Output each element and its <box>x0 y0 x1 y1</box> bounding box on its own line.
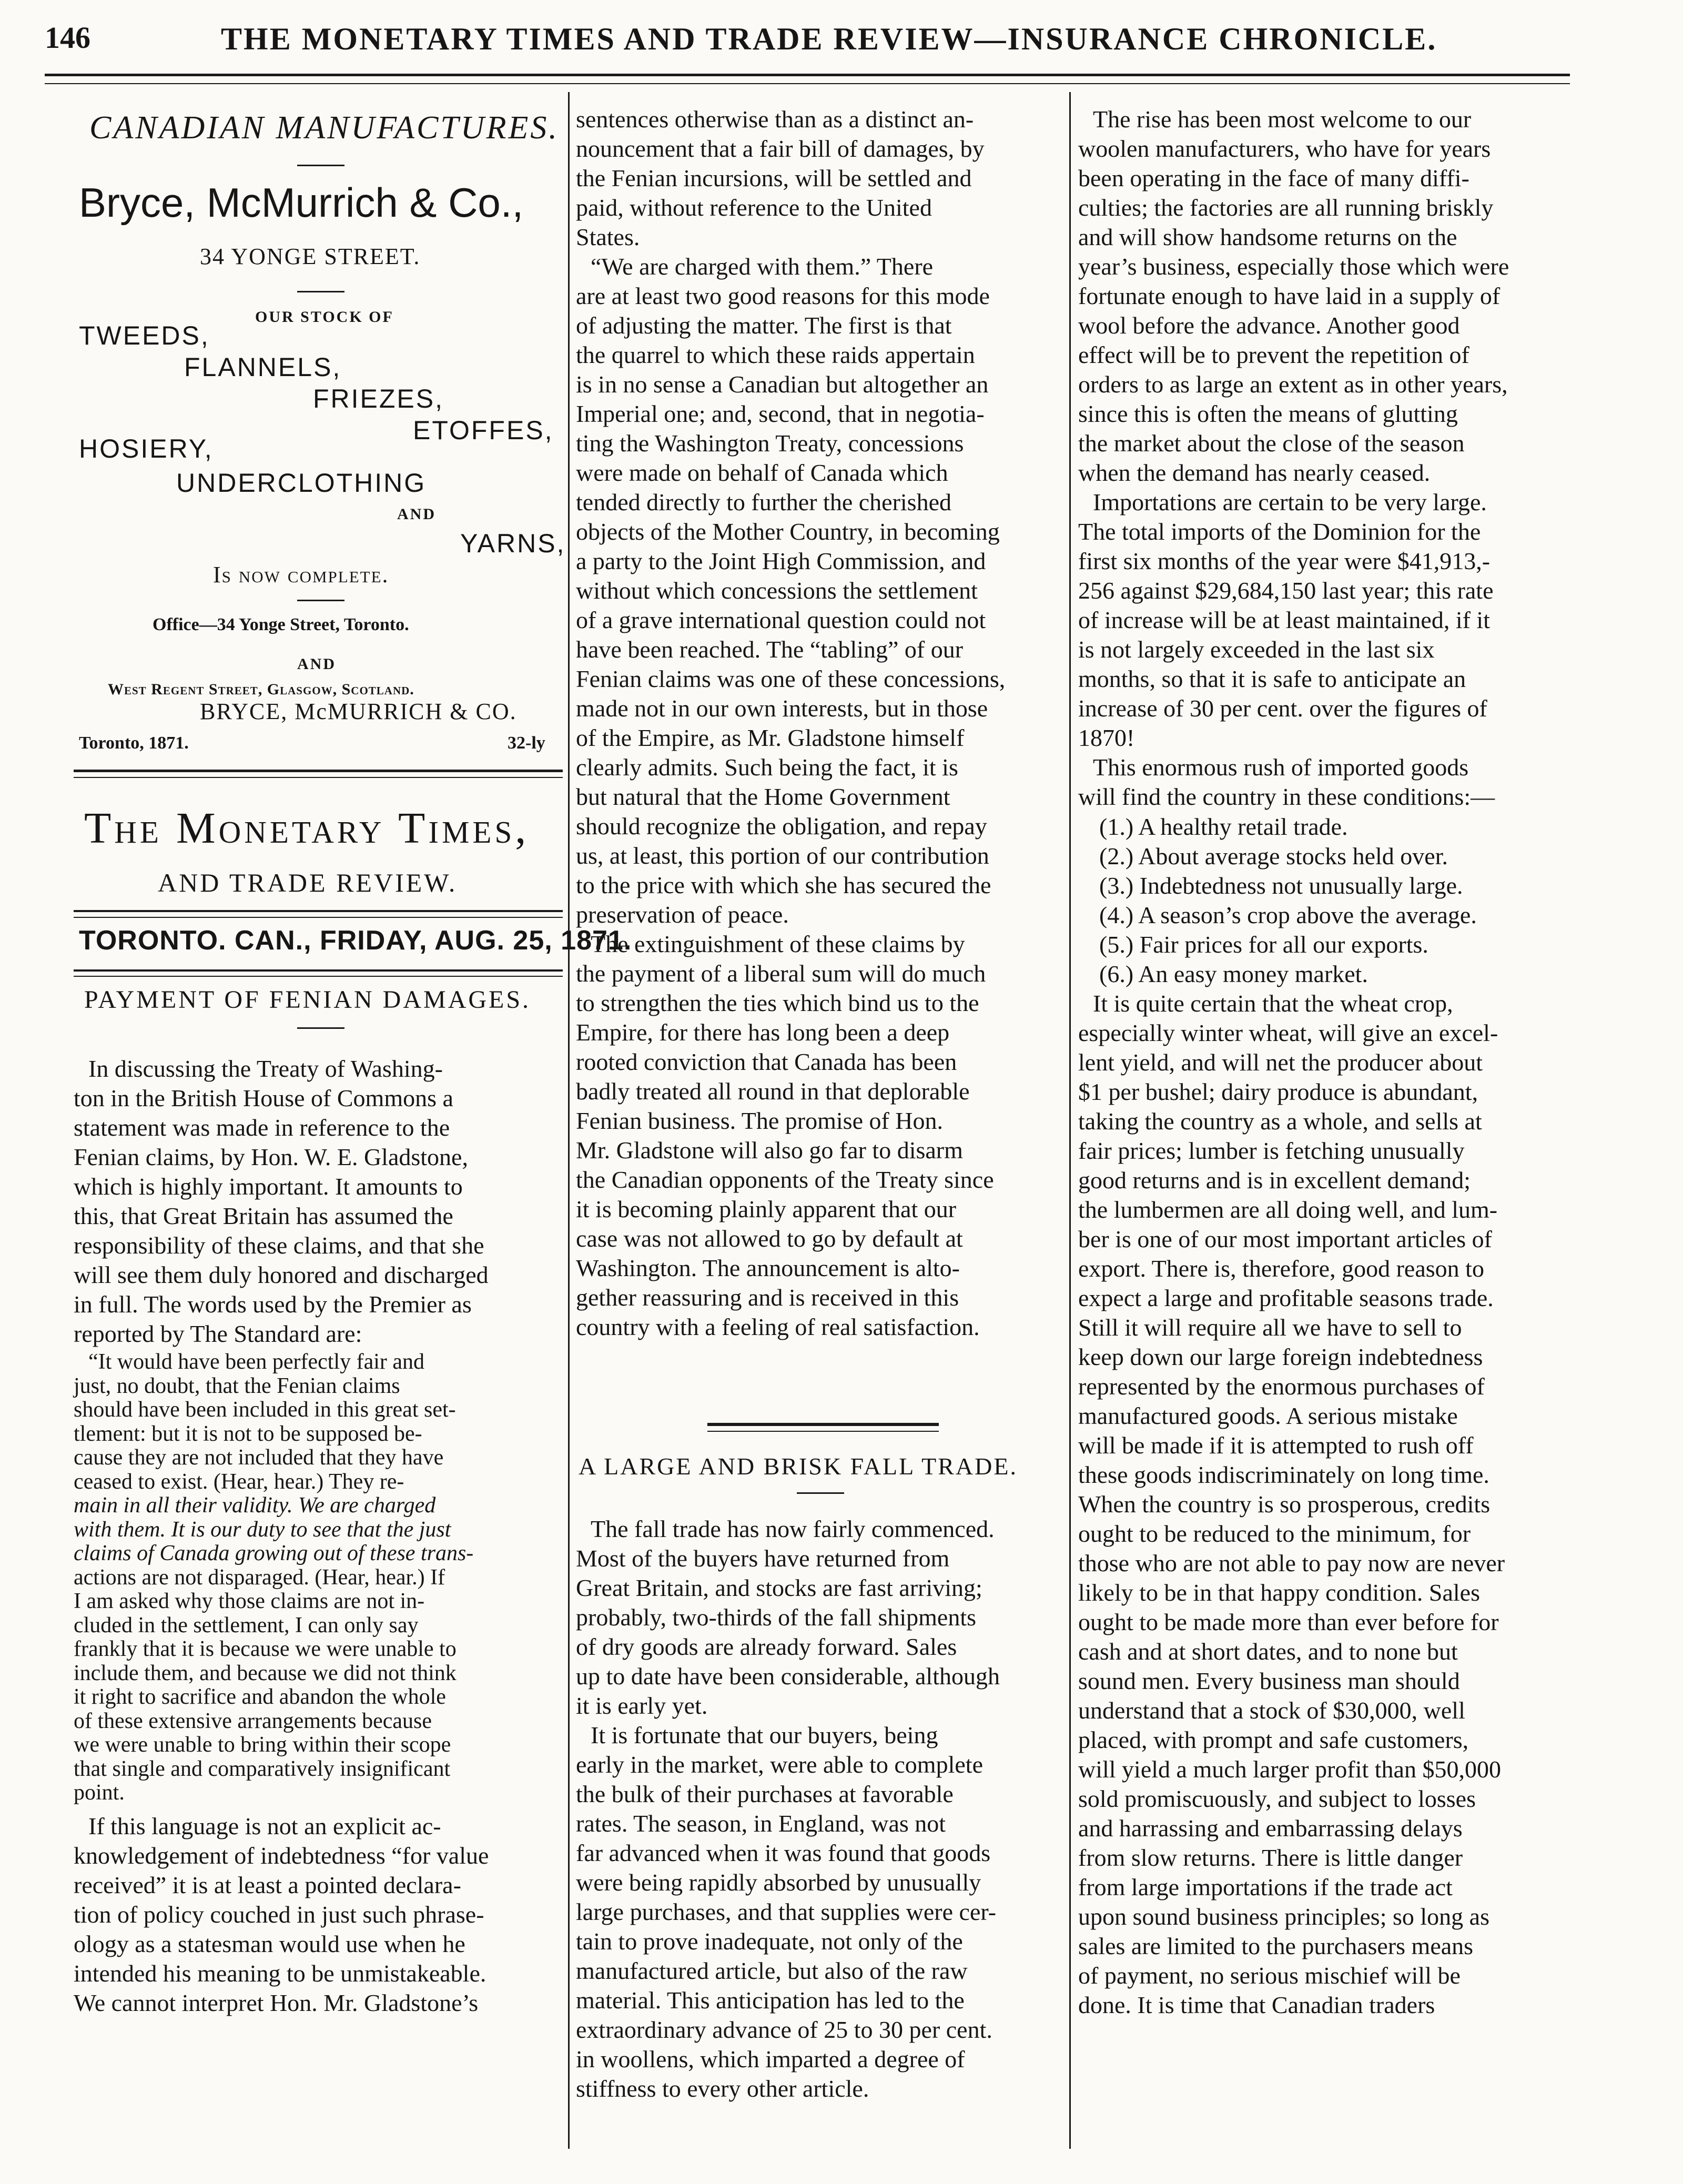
article-line: Fenian claims, by Hon. W. E. Gladstone, <box>74 1144 468 1170</box>
article-line: but natural that the Home Government <box>576 783 950 810</box>
ad-bottom-rule-thin <box>74 777 563 778</box>
article-line: paid, without reference to the United <box>576 194 932 221</box>
article-line: should recognize the obligation, and repay <box>576 813 987 840</box>
article-line: been operating in the face of many diffi- <box>1078 165 1469 191</box>
article-line: early in the market, were able to complete <box>576 1751 983 1778</box>
article-line: objects of the Mother Country, in becoming <box>576 518 1000 545</box>
article-line: knowledgement of indebtedness “for value <box>74 1842 489 1869</box>
article-line: especially winter wheat, will give an excel- <box>1078 1019 1498 1046</box>
ad-goods-underclothing: UNDERCLOTHING <box>176 468 427 498</box>
article-line: taking the country as a whole, and sells at <box>1078 1108 1482 1135</box>
article-line: Mr. Gladstone will also go far to disarm <box>576 1137 963 1164</box>
article-line: far advanced when it was found that goods <box>576 1839 991 1866</box>
article-line: this, that Great Britain has assumed the <box>74 1202 453 1229</box>
article-line: will find the country in these conditions:— <box>1078 783 1495 810</box>
article-line: expect a large and profitable seasons trade. <box>1078 1285 1494 1311</box>
article-line: intended his meaning to be unmistakeable. <box>74 1960 486 1987</box>
article-line: the market about the close of the season <box>1078 430 1465 457</box>
article-line: clearly admits. Such being the fact, it is <box>576 754 958 781</box>
article-line: up to date have been considerable, although <box>576 1663 1000 1690</box>
article-line: year’s business, especially those which were <box>1078 253 1509 280</box>
article-line: ting the Washington Treaty, concessions <box>576 430 964 457</box>
article-line: country with a feeling of real satisfaction. <box>576 1313 980 1340</box>
ad-firm-name: Bryce, McMurrich & Co., <box>79 179 524 226</box>
condition-item: (5.) Fair prices for all our exports. <box>1099 931 1428 958</box>
article-line: in full. The words used by the Premier as <box>74 1291 472 1318</box>
quote-line: ceased to exist. (Hear, hear.) They re- <box>74 1469 404 1494</box>
quote-line: main in all their validity. We are charged <box>74 1493 436 1518</box>
article-line: wool before the advance. Another good <box>1078 312 1460 339</box>
masthead-rule-thin <box>74 917 563 918</box>
article-line: gether reassuring and is received in this <box>576 1284 959 1311</box>
article-line: the bulk of their purchases at favorable <box>576 1781 954 1807</box>
article-line: without which concessions the settlement <box>576 577 978 604</box>
column-divider-1 <box>568 92 570 2149</box>
quote-line: should have been included in this great set- <box>74 1398 456 1422</box>
condition-item: (4.) A season’s crop above the average. <box>1099 902 1477 928</box>
article-line: sound men. Every business man should <box>1078 1667 1460 1694</box>
ad-goods-and: AND <box>397 505 436 523</box>
article-line: of adjusting the matter. The first is that <box>576 312 952 339</box>
ad-goods-etoffes: ETOFFES, <box>413 416 554 445</box>
ad-footer-left: Toronto, 1871. <box>79 733 189 753</box>
quote-line: it right to sacrifice and abandon the whole <box>74 1685 446 1709</box>
article-line: Still it will require all we have to sell to <box>1078 1314 1462 1341</box>
article-line: since this is often the means of glutting <box>1078 400 1458 427</box>
article-line: placed, with prompt and safe customers, <box>1078 1726 1469 1753</box>
article-line: tion of policy couched in just such phrase- <box>74 1901 484 1928</box>
quote-line: point. <box>74 1781 125 1805</box>
article-line: it is early yet. <box>576 1692 708 1719</box>
article-line: 256 against $29,684,150 last year; this rate <box>1078 577 1494 604</box>
article-line: are at least two good reasons for this mode <box>576 282 990 309</box>
article-line: export. There is, therefore, good reason to <box>1078 1255 1484 1282</box>
condition-item: (6.) An easy money market. <box>1099 960 1368 987</box>
article-line: understand that a stock of $30,000, well <box>1078 1697 1465 1724</box>
article-line: will see them duly honored and discharged <box>74 1261 489 1288</box>
article-line: Most of the buyers have returned from <box>576 1545 950 1572</box>
article-line: ton in the British House of Commons a <box>74 1085 453 1111</box>
article-line: from large importations if the trade act <box>1078 1874 1453 1900</box>
article-line: Great Britain, and stocks are fast arriving; <box>576 1574 982 1601</box>
article-line: of the Empire, as Mr. Gladstone himself <box>576 724 965 751</box>
ad-office: Office—34 Yonge Street, Toronto. <box>153 615 409 634</box>
article-line: in woollens, which imparted a degree of <box>576 2046 965 2072</box>
article-line: Fenian business. The promise of Hon. <box>576 1107 944 1134</box>
quote-line: cause they are not included that they have <box>74 1445 444 1470</box>
article2-separator-thin <box>707 1431 939 1432</box>
article-line: the Fenian incursions, will be settled and <box>576 165 972 191</box>
ad-section-title: CANADIAN MANUFACTURES. <box>89 110 559 146</box>
quote-line: just, no doubt, that the Fenian claims <box>74 1373 400 1398</box>
article-line: sentences otherwise than as a distinct an- <box>576 106 974 133</box>
masthead-rule-thick <box>74 910 563 912</box>
article-line: increase of 30 per cent. over the figures of <box>1078 695 1487 722</box>
article-line: case was not allowed to go by default at <box>576 1225 963 1252</box>
article-line: rooted conviction that Canada has been <box>576 1048 957 1075</box>
article-line: statement was made in reference to the <box>74 1114 450 1141</box>
article-line: and will show handsome returns on the <box>1078 224 1457 250</box>
article2-headline: A LARGE AND BRISK FALL TRADE. <box>579 1453 1018 1480</box>
article-line: badly treated all round in that deplorable <box>576 1078 970 1105</box>
article-line: ought to be reduced to the minimum, for <box>1078 1520 1471 1547</box>
ad-goods-hosiery: HOSIERY, <box>79 434 214 463</box>
article-line: it is becoming plainly apparent that our <box>576 1196 957 1222</box>
condition-item: (2.) About average stocks held over. <box>1099 843 1448 869</box>
article-line: extraordinary advance of 25 to 30 per cent. <box>576 2016 992 2043</box>
ad-glasgow-address: West Regent Street, Glasgow, Scotland. <box>108 681 414 698</box>
masthead-subtitle: AND TRADE REVIEW. <box>158 868 458 897</box>
column-3 <box>1078 108 1574 2159</box>
article2-separator-thick <box>707 1423 939 1426</box>
article-line: It is fortunate that our buyers, being <box>591 1722 938 1748</box>
article-line: lent yield, and will net the producer about <box>1078 1049 1483 1076</box>
article-line: first six months of the year were $41,913,- <box>1078 548 1491 574</box>
quote-line: frankly that it is because we were unable to <box>74 1637 457 1661</box>
article-line: fortunate enough to have laid in a supply of <box>1078 282 1500 309</box>
ad-footer-right: 32-ly <box>508 733 545 753</box>
article-line: probably, two-thirds of the fall shipments <box>576 1604 976 1631</box>
article-line: ought to be made more than ever before for <box>1078 1609 1499 1635</box>
article-line: the quarrel to which these raids appertain <box>576 341 975 368</box>
ad-complete: Is now complete. <box>213 562 389 588</box>
article-line: the payment of a liberal sum will do much <box>576 960 986 987</box>
article-line: tain to prove inadequate, not only of the <box>576 1928 963 1955</box>
article-line: responsibility of these claims, and that she <box>74 1232 484 1259</box>
quote-line: claims of Canada growing out of these trans- <box>74 1541 474 1565</box>
quote-line: tlement: but it is not to be supposed be- <box>74 1421 422 1446</box>
ad-goods-friezes: FRIEZES, <box>313 384 444 413</box>
article-line: manufactured article, but also of the raw <box>576 1957 968 1984</box>
article-line: Empire, for there has long been a deep <box>576 1019 950 1046</box>
article-line: of a grave international question could not <box>576 606 986 633</box>
article-line: of payment, no serious mischief will be <box>1078 1962 1461 1989</box>
ad-stock-label: OUR STOCK OF <box>255 308 394 326</box>
article-line: tended directly to further the cherished <box>576 489 951 515</box>
article-line: large purchases, and that supplies were cer- <box>576 1898 997 1925</box>
ad-signature: BRYCE, McMURRICH & CO. <box>200 699 517 724</box>
condition-item: (3.) Indebtedness not unusually large. <box>1099 872 1463 899</box>
running-title: THE MONETARY TIMES AND TRADE REVIEW—INSURANCE CHRONICLE. <box>221 22 1437 56</box>
dateline-rule-thin <box>74 976 563 977</box>
article-line: is not largely exceeded in the last six <box>1078 636 1435 663</box>
article-line: nouncement that a fair bill of damages, by <box>576 135 985 162</box>
article-line: $1 per bushel; dairy produce is abundant, <box>1078 1078 1478 1105</box>
article-line: and harrassing and embarrassing delays <box>1078 1815 1463 1842</box>
quote-line: I am asked why those claims are not in- <box>74 1589 425 1613</box>
article-line: woolen manufacturers, who have for years <box>1078 135 1491 162</box>
ad-short-rule <box>297 165 344 166</box>
quote-line: of these extensive arrangements because <box>74 1708 432 1733</box>
article-line: In discussing the Treaty of Washing- <box>88 1055 443 1082</box>
article-line: effect will be to prevent the repetition of <box>1078 341 1469 368</box>
article-line: months, so that it is safe to anticipate an <box>1078 665 1466 692</box>
article-line: likely to be in that happy condition. Sales <box>1078 1579 1480 1606</box>
article-line: stiffness to every other article. <box>576 2075 869 2102</box>
article-line: good returns and is in excellent demand; <box>1078 1167 1471 1194</box>
article-line: ber is one of our most important articles of <box>1078 1226 1492 1252</box>
article-line: were made on behalf of Canada which <box>576 459 948 486</box>
quote-line: with them. It is our duty to see that the just <box>74 1517 451 1542</box>
article-line: the Canadian opponents of the Treaty since <box>576 1166 994 1193</box>
article-line: rates. The season, in England, was not <box>576 1810 946 1837</box>
column-1 <box>74 108 632 2159</box>
article-line: received” it is at least a pointed declara- <box>74 1872 461 1898</box>
ad-goods-tweeds: TWEEDS, <box>79 321 210 350</box>
article-line: is in no sense a Canadian but altogether an <box>576 371 989 398</box>
article-line: cash and at short dates, and to none but <box>1078 1638 1458 1665</box>
quote-line: that single and comparatively insignificant <box>74 1756 451 1781</box>
ad-short-rule-2 <box>297 291 344 292</box>
quote-line: “It would have been perfectly fair and <box>88 1350 425 1374</box>
article-line: to the price with which she has secured the <box>576 872 991 898</box>
article-line: made not in our own interests, but in those <box>576 695 988 722</box>
article-line: to strengthen the ties which bind us to the <box>576 989 979 1016</box>
article-line: represented by the enormous purchases of <box>1078 1373 1485 1400</box>
quote-line: include them, and because we did not think <box>74 1661 457 1685</box>
article-line: “We are charged with them.” There <box>591 253 934 280</box>
column-2 <box>576 108 1071 2159</box>
article-line: sales are limited to the purchasers means <box>1078 1933 1474 1959</box>
quote-line: actions are not disparaged. (Hear, hear.) If <box>74 1565 445 1590</box>
article-line: Fenian claims was one of these concessions, <box>576 665 1006 692</box>
article-line: done. It is time that Canadian traders <box>1078 1991 1435 2018</box>
ad-bottom-rule-thick <box>74 770 563 772</box>
article-line: material. This anticipation has led to the <box>576 1987 965 2014</box>
article-line: This enormous rush of imported goods <box>1093 754 1469 781</box>
article-line: of increase will be at least maintained, if it <box>1078 606 1490 633</box>
article-line: the lumbermen are all doing well, and lum- <box>1078 1196 1498 1223</box>
ad-goods-yarns: YARNS, <box>460 529 566 558</box>
advertisement <box>74 108 566 810</box>
article-line: sold promiscuously, and subject to losses <box>1078 1785 1476 1812</box>
article-line: a party to the Joint High Commission, and <box>576 548 986 574</box>
article-line: of dry goods are already forward. Sales <box>576 1633 957 1660</box>
page-number: 146 <box>45 21 90 55</box>
dateline-rule-thick <box>74 969 563 972</box>
article2-headline-rule <box>797 1492 844 1494</box>
header-rule-thin <box>45 83 1570 84</box>
article-line: The total imports of the Dominion for the <box>1078 518 1481 545</box>
article-line: States. <box>576 224 640 250</box>
article-line: When the country is so prosperous, credits <box>1078 1491 1491 1518</box>
article-line: us, at least, this portion of our contribution <box>576 842 989 869</box>
quote-line: cluded in the settlement, I can only say <box>74 1613 419 1637</box>
article-line: when the demand has nearly ceased. <box>1078 459 1431 486</box>
article-line: keep down our large foreign indebtedness <box>1078 1343 1483 1370</box>
article-line: were being rapidly absorbed by unusually <box>576 1869 981 1896</box>
article-line: orders to as large an extent as in other years, <box>1078 371 1508 398</box>
condition-item: (1.) A healthy retail trade. <box>1099 813 1348 840</box>
article-line: We cannot interpret Hon. Mr. Gladstone’s <box>74 1989 479 2016</box>
article-line: which is highly important. It amounts to <box>74 1173 463 1200</box>
article-line: manufactured goods. A serious mistake <box>1078 1402 1458 1429</box>
article-line: will yield a much larger profit than $50,000 <box>1078 1756 1501 1783</box>
ad-and: AND <box>297 655 336 673</box>
article-line: 1870! <box>1078 724 1135 751</box>
article1-headline: PAYMENT OF FENIAN DAMAGES. <box>84 986 531 1014</box>
article1-headline-rule <box>297 1027 344 1029</box>
article-line: those who are not able to pay now are never <box>1078 1550 1505 1576</box>
article-line: If this language is not an explicit ac- <box>88 1813 441 1839</box>
article-line: will be made if it is attempted to rush off <box>1078 1432 1474 1459</box>
ad-goods-flannels: FLANNELS, <box>184 352 342 382</box>
article-line: upon sound business principles; so long as <box>1078 1903 1489 1930</box>
article-line: culties; the factories are all running briskly <box>1078 194 1494 221</box>
article-line: these goods indiscriminately on long time. <box>1078 1461 1489 1488</box>
article-line: The extinguishment of these claims by <box>591 931 965 957</box>
masthead-title: The Monetary Times, <box>84 804 530 853</box>
article-line: fair prices; lumber is fetching unusually <box>1078 1137 1465 1164</box>
dateline: TORONTO. CAN., FRIDAY, AUG. 25, 1871. <box>79 925 632 956</box>
header-rule-thick <box>45 74 1570 76</box>
article-line: The fall trade has now fairly commenced. <box>591 1515 995 1542</box>
article-line: have been reached. The “tabling” of our <box>576 636 964 663</box>
article-line: It is quite certain that the wheat crop, <box>1093 990 1453 1017</box>
article-line: reported by The Standard are: <box>74 1320 362 1347</box>
ad-street: 34 YONGE STREET. <box>200 244 421 269</box>
article-line: Imperial one; and, second, that in negotia- <box>576 400 985 427</box>
ad-short-rule-3 <box>297 600 344 601</box>
article-line: ology as a statesman would use when he <box>74 1930 465 1957</box>
article-line: The rise has been most welcome to our <box>1093 106 1472 133</box>
article-line: from slow returns. There is little danger <box>1078 1844 1463 1871</box>
article-line: Importations are certain to be very large. <box>1093 489 1487 515</box>
article-line: Washington. The announcement is alto- <box>576 1255 960 1281</box>
article-line: preservation of peace. <box>576 901 789 928</box>
quote-line: we were unable to bring within their scope <box>74 1733 451 1757</box>
